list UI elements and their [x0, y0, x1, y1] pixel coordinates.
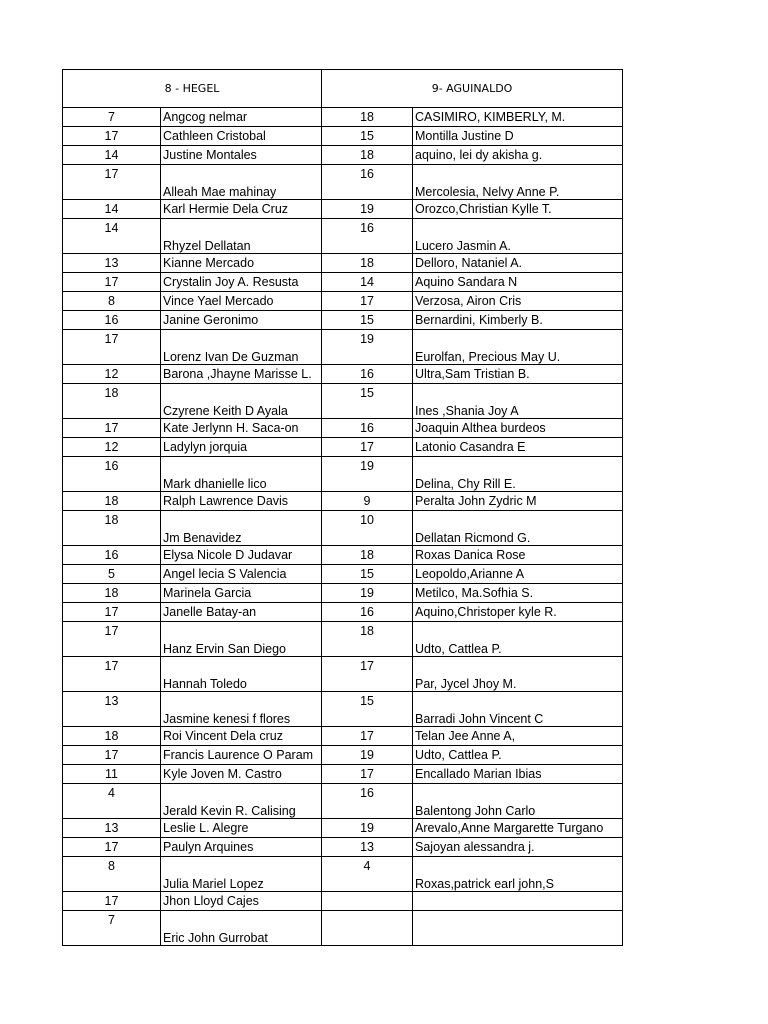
aguinaldo-score: 16	[322, 419, 413, 438]
aguinaldo-name: Bernardini, Kimberly B.	[413, 311, 623, 330]
aguinaldo-score: 17	[322, 292, 413, 311]
table-row	[63, 692, 623, 727]
aguinaldo-name: Delina, Chy Rill E.	[413, 457, 623, 492]
aguinaldo-name: Par, Jycel Jhoy M.	[413, 657, 623, 692]
aguinaldo-name: Ultra,Sam Tristian B.	[413, 365, 623, 384]
aguinaldo-score: 15	[322, 127, 413, 146]
hegel-name: Paulyn Arquines	[161, 838, 322, 857]
aguinaldo-score: 19	[322, 819, 413, 838]
aguinaldo-score: 16	[322, 603, 413, 622]
aguinaldo-score: 15	[322, 311, 413, 330]
aguinaldo-score: 15	[322, 565, 413, 584]
hegel-score: 17	[63, 330, 161, 365]
aguinaldo-name: Montilla Justine D	[413, 127, 623, 146]
hegel-name: Angel lecia S Valencia	[161, 565, 322, 584]
table-row	[63, 765, 623, 784]
hegel-name: Kyle Joven M. Castro	[161, 765, 322, 784]
aguinaldo-score: 9	[322, 492, 413, 511]
aguinaldo-score: 19	[322, 746, 413, 765]
table-row	[63, 603, 623, 622]
hegel-name: Rhyzel Dellatan	[161, 219, 322, 254]
hegel-name: Alleah Mae mahinay	[161, 165, 322, 200]
hegel-score: 12	[63, 365, 161, 384]
table-row	[63, 584, 623, 603]
hegel-name: Angcog nelmar	[161, 108, 322, 127]
aguinaldo-score	[322, 911, 413, 946]
table-row	[63, 219, 623, 254]
table-row	[63, 108, 623, 127]
hegel-name: Vince Yael Mercado	[161, 292, 322, 311]
header-row	[63, 70, 623, 108]
aguinaldo-name: Eurolfan, Precious May U.	[413, 330, 623, 365]
hegel-name: Karl Hermie Dela Cruz	[161, 200, 322, 219]
hegel-score: 17	[63, 622, 161, 657]
hegel-name: Jhon Lloyd Cajes	[161, 892, 322, 911]
table-row	[63, 127, 623, 146]
aguinaldo-name: Delloro, Nataniel A.	[413, 254, 623, 273]
table-row	[63, 622, 623, 657]
hegel-name: Hannah Toledo	[161, 657, 322, 692]
aguinaldo-name: Lucero Jasmin A.	[413, 219, 623, 254]
table-row	[63, 365, 623, 384]
aguinaldo-name	[413, 892, 623, 911]
aguinaldo-name: Peralta John Zydric M	[413, 492, 623, 511]
sheet-body	[63, 70, 623, 946]
hegel-name: Czyrene Keith D Ayala	[161, 384, 322, 419]
table-row	[63, 254, 623, 273]
hegel-score: 5	[63, 565, 161, 584]
hegel-name: Eric John Gurrobat	[161, 911, 322, 946]
aguinaldo-score: 16	[322, 219, 413, 254]
aguinaldo-name: Metilco, Ma.Sofhia S.	[413, 584, 623, 603]
aguinaldo-score: 4	[322, 857, 413, 892]
aguinaldo-score: 17	[322, 438, 413, 457]
aguinaldo-name: Encallado Marian Ibias	[413, 765, 623, 784]
aguinaldo-name: Arevalo,Anne Margarette Turgano	[413, 819, 623, 838]
hegel-score: 17	[63, 657, 161, 692]
table-row	[63, 657, 623, 692]
hegel-score: 18	[63, 727, 161, 746]
hegel-score: 18	[63, 384, 161, 419]
hegel-score: 8	[63, 857, 161, 892]
table-row	[63, 330, 623, 365]
table-row	[63, 273, 623, 292]
table-row	[63, 492, 623, 511]
aguinaldo-name: Ines ,Shania Joy A	[413, 384, 623, 419]
aguinaldo-name: Udto, Cattlea P.	[413, 622, 623, 657]
hegel-score: 18	[63, 511, 161, 546]
hegel-name: Barona ,Jhayne Marisse L.	[161, 365, 322, 384]
aguinaldo-name: Orozco,Christian Kylle T.	[413, 200, 623, 219]
aguinaldo-name: Roxas Danica Rose	[413, 546, 623, 565]
aguinaldo-name: Sajoyan alessandra j.	[413, 838, 623, 857]
table-row	[63, 857, 623, 892]
hegel-name: Francis Laurence O Param	[161, 746, 322, 765]
aguinaldo-score: 19	[322, 584, 413, 603]
aguinaldo-score: 17	[322, 657, 413, 692]
grades-sheet	[62, 69, 623, 946]
hegel-score: 11	[63, 765, 161, 784]
hegel-name: Crystalin Joy A. Resusta	[161, 273, 322, 292]
aguinaldo-name: Balentong John Carlo	[413, 784, 623, 819]
hegel-score: 17	[63, 419, 161, 438]
hegel-score: 17	[63, 273, 161, 292]
aguinaldo-name: Telan Jee Anne A,	[413, 727, 623, 746]
table-row	[63, 438, 623, 457]
hegel-score: 14	[63, 219, 161, 254]
section-title-aguinaldo: 9- AGUINALDO	[322, 70, 623, 108]
hegel-score: 12	[63, 438, 161, 457]
hegel-name: Janine Geronimo	[161, 311, 322, 330]
hegel-name: Cathleen Cristobal	[161, 127, 322, 146]
hegel-name: Mark dhanielle lico	[161, 457, 322, 492]
aguinaldo-name: Mercolesia, Nelvy Anne P.	[413, 165, 623, 200]
hegel-name: Jm Benavidez	[161, 511, 322, 546]
hegel-name: Lorenz Ivan De Guzman	[161, 330, 322, 365]
hegel-score: 7	[63, 911, 161, 946]
table-row	[63, 457, 623, 492]
aguinaldo-name: Roxas,patrick earl john,S	[413, 857, 623, 892]
hegel-score: 13	[63, 254, 161, 273]
table-row	[63, 727, 623, 746]
hegel-score: 17	[63, 127, 161, 146]
aguinaldo-name: Udto, Cattlea P.	[413, 746, 623, 765]
hegel-score: 13	[63, 819, 161, 838]
aguinaldo-name: Joaquin Althea burdeos	[413, 419, 623, 438]
hegel-name: Ralph Lawrence Davis	[161, 492, 322, 511]
aguinaldo-name: Latonio Casandra E	[413, 438, 623, 457]
table-row	[63, 911, 623, 946]
aguinaldo-name: Leopoldo,Arianne A	[413, 565, 623, 584]
hegel-score: 16	[63, 457, 161, 492]
hegel-score: 16	[63, 311, 161, 330]
aguinaldo-score: 18	[322, 146, 413, 165]
aguinaldo-score: 16	[322, 165, 413, 200]
hegel-name: Julia Mariel Lopez	[161, 857, 322, 892]
hegel-name: Janelle Batay-an	[161, 603, 322, 622]
hegel-score: 17	[63, 892, 161, 911]
hegel-name: Justine Montales	[161, 146, 322, 165]
hegel-name: Roi Vincent Dela cruz	[161, 727, 322, 746]
section-title-hegel: 8 - HEGEL	[63, 70, 322, 108]
hegel-score: 17	[63, 165, 161, 200]
hegel-score: 7	[63, 108, 161, 127]
hegel-score: 14	[63, 146, 161, 165]
aguinaldo-score: 18	[322, 622, 413, 657]
aguinaldo-name	[413, 911, 623, 946]
aguinaldo-name: Verzosa, Airon Cris	[413, 292, 623, 311]
aguinaldo-score: 19	[322, 457, 413, 492]
table-row	[63, 419, 623, 438]
aguinaldo-score: 16	[322, 784, 413, 819]
hegel-score: 4	[63, 784, 161, 819]
aguinaldo-name: Aquino,Christoper kyle R.	[413, 603, 623, 622]
aguinaldo-name: Barradi John Vincent C	[413, 692, 623, 727]
hegel-score: 18	[63, 584, 161, 603]
table-row	[63, 565, 623, 584]
hegel-score: 17	[63, 603, 161, 622]
aguinaldo-score: 17	[322, 727, 413, 746]
hegel-score: 13	[63, 692, 161, 727]
aguinaldo-name: aquino, lei dy akisha g.	[413, 146, 623, 165]
table-row	[63, 384, 623, 419]
hegel-name: Jasmine kenesi f flores	[161, 692, 322, 727]
hegel-name: Leslie L. Alegre	[161, 819, 322, 838]
aguinaldo-score: 15	[322, 384, 413, 419]
table-row	[63, 200, 623, 219]
table-row	[63, 746, 623, 765]
hegel-name: Elysa Nicole D Judavar	[161, 546, 322, 565]
hegel-score: 18	[63, 492, 161, 511]
aguinaldo-score: 10	[322, 511, 413, 546]
table-row	[63, 292, 623, 311]
aguinaldo-score: 16	[322, 365, 413, 384]
table-row	[63, 892, 623, 911]
aguinaldo-score	[322, 892, 413, 911]
hegel-score: 17	[63, 838, 161, 857]
hegel-name: Kate Jerlynn H. Saca-on	[161, 419, 322, 438]
aguinaldo-score: 17	[322, 765, 413, 784]
aguinaldo-score: 19	[322, 330, 413, 365]
table-row	[63, 784, 623, 819]
hegel-score: 14	[63, 200, 161, 219]
hegel-name: Kianne Mercado	[161, 254, 322, 273]
table-row	[63, 146, 623, 165]
aguinaldo-score: 18	[322, 108, 413, 127]
table-row	[63, 165, 623, 200]
aguinaldo-score: 15	[322, 692, 413, 727]
aguinaldo-score: 19	[322, 200, 413, 219]
table-row	[63, 511, 623, 546]
table-row	[63, 838, 623, 857]
aguinaldo-name: Aquino Sandara N	[413, 273, 623, 292]
hegel-name: Jerald Kevin R. Calising	[161, 784, 322, 819]
hegel-name: Marinela Garcia	[161, 584, 322, 603]
hegel-score: 8	[63, 292, 161, 311]
aguinaldo-score: 18	[322, 546, 413, 565]
table-row	[63, 819, 623, 838]
aguinaldo-score: 18	[322, 254, 413, 273]
aguinaldo-score: 14	[322, 273, 413, 292]
aguinaldo-name: Dellatan Ricmond G.	[413, 511, 623, 546]
hegel-name: Ladylyn jorquia	[161, 438, 322, 457]
table-row	[63, 546, 623, 565]
aguinaldo-name: CASIMIRO, KIMBERLY, M.	[413, 108, 623, 127]
hegel-score: 16	[63, 546, 161, 565]
table-row	[63, 311, 623, 330]
hegel-score: 17	[63, 746, 161, 765]
hegel-name: Hanz Ervin San Diego	[161, 622, 322, 657]
aguinaldo-score: 13	[322, 838, 413, 857]
